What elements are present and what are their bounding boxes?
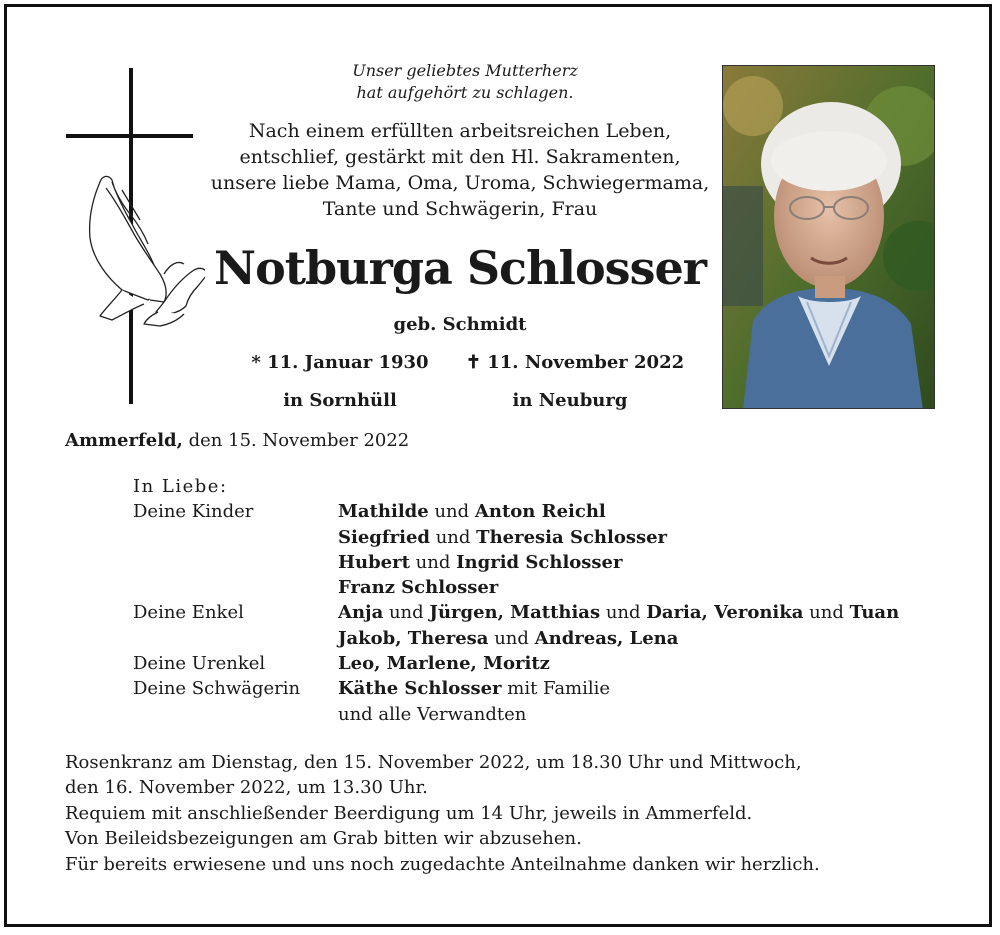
info-line: Rosenkranz am Dienstag, den 15. November 2022, um 18.30 Uhr und Mittwoch,	[65, 752, 802, 773]
motto-line: hat aufgehört zu schlagen.	[356, 83, 574, 102]
death-date-text: 11. November 2022	[487, 352, 685, 373]
date: den 15. November 2022	[188, 430, 410, 451]
motto-line: Unser geliebtes Mutterherz	[352, 61, 578, 80]
maiden-name: geb. Schmidt	[393, 314, 527, 335]
info-line: Requiem mit anschließender Beerdigung um 14 Uhr, jeweils in Ammerfeld.	[65, 802, 753, 824]
place: Ammerfeld,	[65, 430, 183, 451]
motto	[300, 60, 630, 104]
mourner-names: Anja und Jürgen, Matthias und Daria, Veronika und Tuan	[338, 602, 900, 624]
death-date	[460, 352, 690, 373]
mourner-row	[133, 626, 899, 651]
mourner-row	[133, 499, 899, 524]
relation-label: Deine Enkel	[133, 602, 244, 624]
mourner-names: Mathilde und Anton Reichl	[338, 501, 606, 523]
place-date-line	[65, 430, 409, 451]
cross-praying-hands-icon	[60, 64, 205, 409]
mourner-names: Jakob, Theresa und Andreas, Lena	[338, 627, 679, 649]
mourner-row	[133, 651, 899, 676]
portrait-photo	[722, 65, 935, 409]
deceased-name: Notburga Schlosser	[214, 241, 706, 295]
mourner-names: und alle Verwandten	[338, 703, 527, 725]
intro-line: unsere liebe Mama, Oma, Uroma, Schwiegermama,	[210, 172, 710, 194]
service-info	[65, 750, 820, 877]
mourner-row	[133, 676, 899, 701]
intro-line: entschlief, gestärkt mit den Hl. Sakramenten,	[239, 146, 681, 168]
mourner-names: Hubert und Ingrid Schlosser	[338, 551, 623, 573]
mourner-row	[133, 600, 899, 625]
info-line: Von Beileidsbezeigungen am Grab bitten wir abzusehen.	[65, 828, 582, 850]
death-place: in Neuburg	[512, 390, 628, 411]
mourner-names: Franz Schlosser	[338, 577, 499, 599]
info-line: Für bereits erwiesene und uns noch zugedachte Anteilnahme danken wir herzlich.	[65, 853, 820, 875]
mourner-row	[133, 702, 899, 727]
relation-label: Deine Kinder	[133, 501, 254, 523]
mourner-row	[133, 525, 899, 550]
mourner-names: Leo, Marlene, Moritz	[338, 653, 550, 675]
intro-text	[190, 118, 730, 222]
intro-line: Tante und Schwägerin, Frau	[322, 198, 598, 220]
relation-label: Deine Schwägerin	[133, 678, 301, 700]
mourner-row	[133, 550, 899, 575]
birth-date: * 11. Januar 1930	[251, 352, 429, 373]
info-line: den 16. November 2022, um 13.30 Uhr.	[65, 777, 428, 799]
relation-label: Deine Urenkel	[133, 653, 266, 675]
mourner-row	[133, 575, 899, 600]
mourner-names: Siegfried und Theresia Schlosser	[338, 526, 668, 548]
mourners-list	[133, 474, 899, 727]
intro-line: Nach einem erfüllten arbeitsreichen Leben,	[248, 120, 672, 142]
birth-place: in Sornhüll	[283, 390, 397, 411]
mourner-names: Käthe Schlosser mit Familie	[338, 678, 611, 700]
death-cross-icon: ✝	[465, 352, 481, 373]
mourners-heading: In Liebe:	[133, 476, 228, 497]
